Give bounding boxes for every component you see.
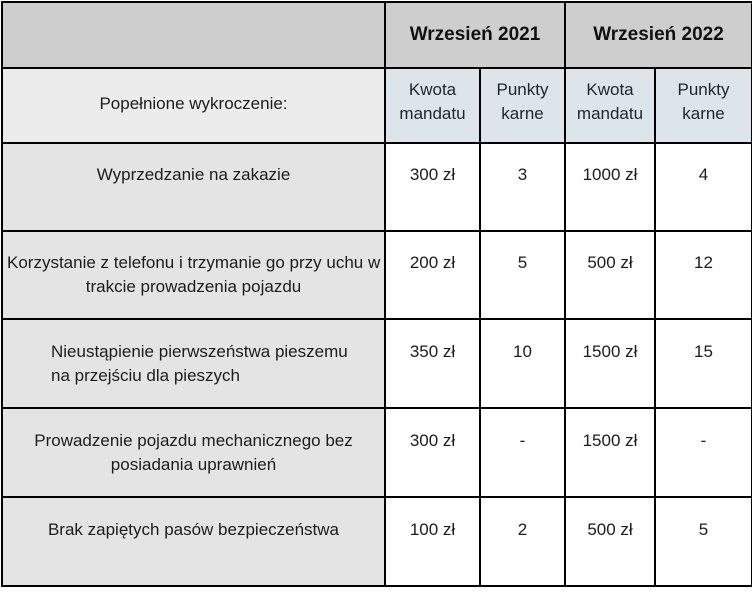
value-cell-kwota-2022: 1500 zł: [565, 408, 655, 497]
value-cell-kwota-2022: 500 zł: [565, 231, 655, 319]
offense-text-line2: trakcie prowadzenia pojazdu: [85, 277, 302, 296]
value-cell-punkty-2021: 5: [480, 231, 565, 319]
offense-cell: [2, 408, 385, 497]
value-cell-kwota-2022: 1500 zł: [565, 319, 655, 408]
subheader-punkty-karne-2021: Punkty karne: [480, 68, 565, 143]
value-cell-punkty-2021: 10: [480, 319, 565, 408]
table-row-wyprzedzanie: [2, 143, 752, 231]
value-cell-punkty-2022: 4: [655, 143, 752, 231]
value-cell-kwota-2022: 1000 zł: [565, 143, 655, 231]
value-cell-kwota-2021: 200 zł: [385, 231, 480, 319]
value-cell-punkty-2022: -: [655, 408, 752, 497]
value-cell-punkty-2022: 12: [655, 231, 752, 319]
subheader-kwota-mandatu-2021: Kwota mandatu: [385, 68, 480, 143]
fines-comparison-table: [1, 1, 752, 587]
value-cell-punkty-2021: 2: [480, 497, 565, 586]
offense-column-header: Popełnione wykroczenie:: [2, 68, 385, 143]
value-cell-punkty-2021: 3: [480, 143, 565, 231]
offense-text-line1: Nieustąpienie pierwszeństwa pieszemu: [51, 341, 348, 361]
value-cell-kwota-2021: 350 zł: [385, 319, 480, 408]
offense-cell: [2, 143, 385, 231]
subheader-punkty-karne-2022: Punkty karne: [655, 68, 752, 143]
offense-text-line2: [7, 187, 380, 211]
offense-text-line1: Prowadzenie pojazdu mechanicznego bez: [34, 430, 353, 450]
value-cell-kwota-2022: 500 zł: [565, 497, 655, 586]
table-row-bez-uprawnien: [2, 408, 752, 497]
value-cell-kwota-2021: 100 zł: [385, 497, 480, 586]
offense-text-line2: [7, 542, 380, 566]
year-header-row: [2, 2, 752, 68]
sub-header-row: [2, 68, 752, 143]
value-cell-kwota-2021: 300 zł: [385, 143, 480, 231]
value-cell-punkty-2022: 15: [655, 319, 752, 408]
table-row-telefon: [2, 231, 752, 319]
value-cell-punkty-2022: 5: [655, 497, 752, 586]
offense-text-line1: Wyprzedzanie na zakazie: [96, 165, 291, 184]
year-header-2021: Wrzesień 2021: [385, 2, 565, 68]
value-cell-kwota-2021: 300 zł: [385, 408, 480, 497]
corner-cell: [2, 2, 385, 68]
offense-cell: [2, 497, 385, 586]
value-cell-punkty-2021: -: [480, 408, 565, 497]
offense-cell: [2, 319, 385, 408]
offense-text-line1: Brak zapiętych pasów bezpieczeństwa: [47, 519, 340, 539]
offense-text-line2: posiadania uprawnień: [110, 454, 277, 474]
offense-text-line2: na przejściu dla pieszych: [51, 365, 240, 385]
offense-cell: [2, 231, 385, 319]
table-row-pieszy: [2, 319, 752, 408]
subheader-kwota-mandatu-2022: Kwota mandatu: [565, 68, 655, 143]
table-row-pasy: [2, 497, 752, 586]
offense-text-line1: Korzystanie z telefonu i trzymanie go przy uchu w: [7, 253, 381, 272]
year-header-2022: Wrzesień 2022: [565, 2, 752, 68]
